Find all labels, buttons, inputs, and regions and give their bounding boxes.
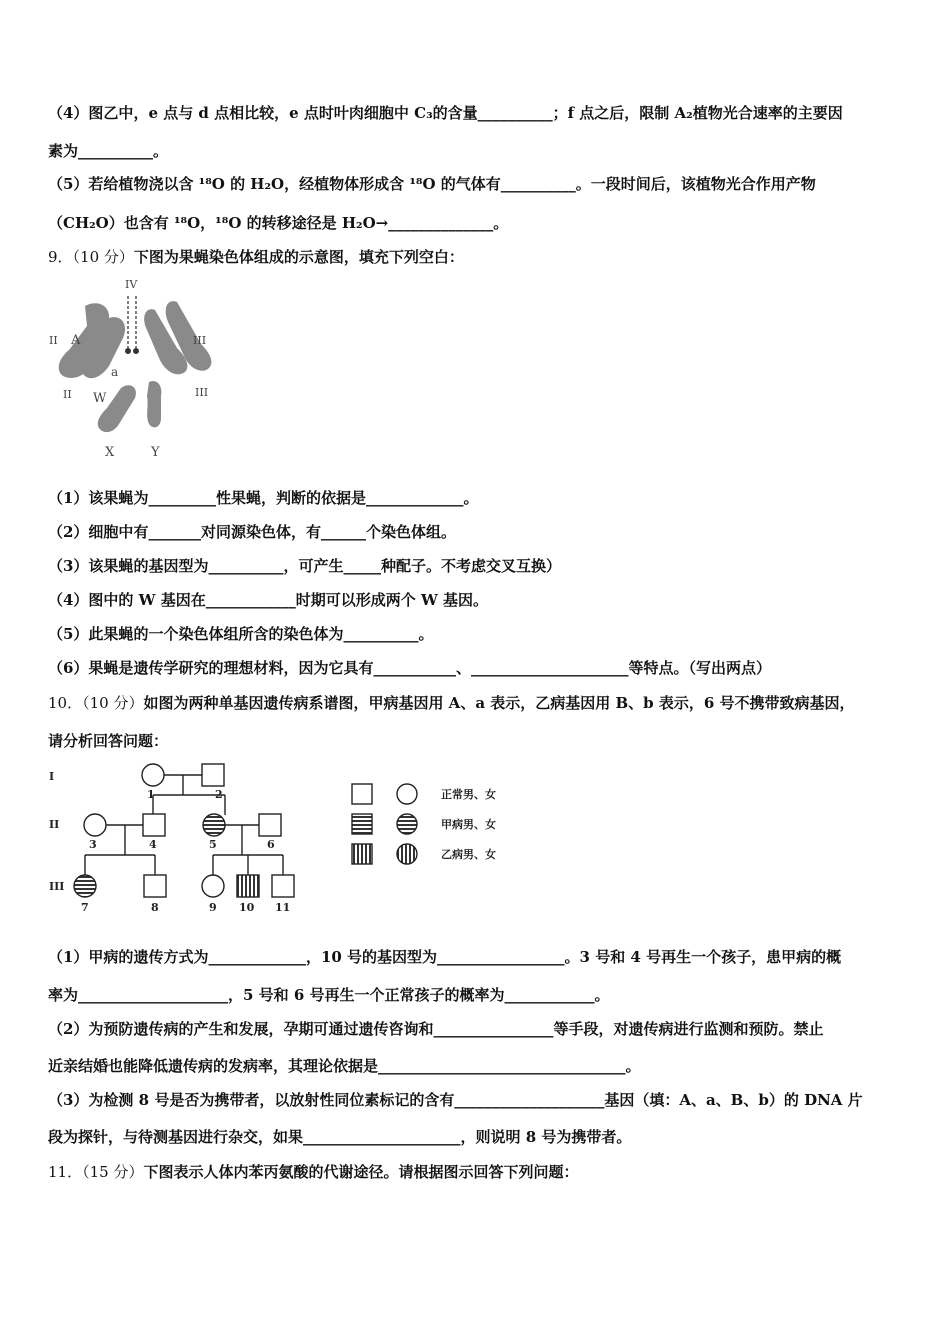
q11-stem-line: [48, 1161, 578, 1182]
q9-stem-line: [48, 246, 464, 267]
id-label-6: 6: [267, 838, 275, 851]
gen-label-iii: III: [49, 880, 65, 893]
individual-11: [272, 875, 294, 897]
label-x: X: [105, 445, 115, 460]
id-label-8: 8: [151, 901, 159, 914]
individual-10: [237, 875, 259, 897]
individual-2: [202, 764, 224, 786]
individual-4: [143, 814, 165, 836]
legend-normal: 正常男、女: [441, 788, 496, 801]
pedigree-chart: [45, 760, 515, 920]
q10-stem: 如图为两种单基因遗传病系谱图，甲病基因用 A、a 表示，乙病基因用 B、b 表示，6 号不携带致病基因，: [143, 694, 855, 712]
q8-part4-line1: （4）图乙中，e 点与 d 点相比较，e 点时叶肉细胞中 C₃的含量__________；f 点之后，限制 A₂植物光合速率的主要因: [48, 104, 843, 122]
q10-stem-line2: 请分析回答问题：: [48, 732, 169, 750]
q10-item-1-line1: （1）甲病的遗传方式为_____________，10 号的基因型为_________________。3 号和 4 号再生一个孩子，患甲病的概: [48, 948, 842, 966]
label-gene-W: W: [93, 391, 107, 406]
gen-label-ii: II: [49, 818, 60, 831]
chromosome-iv-dot-b: [133, 348, 139, 354]
q10-score: （10 分）: [82, 694, 144, 712]
label-gene-A: A: [71, 333, 81, 348]
id-label-4: 4: [149, 838, 157, 851]
q11-number: 11．: [48, 1163, 83, 1181]
chromosome-shapes: [59, 301, 212, 432]
q10-stem-line1: [48, 692, 855, 713]
id-label-1: 1: [147, 788, 155, 801]
gen-label-i: I: [49, 770, 55, 783]
q11-stem: 下图表示人体内苯丙氨酸的代谢途径。请根据图示回答下列问题：: [143, 1163, 579, 1181]
label-iii-right: III: [193, 334, 207, 347]
q9-stem: 下图为果蝇染色体组成的示意图，填充下列空白：: [133, 248, 464, 266]
q11-score: （15 分）: [82, 1163, 144, 1181]
chromosome-y: [147, 381, 161, 427]
drosophila-chromosome-figure: [45, 278, 225, 463]
q8-part5-line1: （5）若给植物浇以含 ¹⁸O 的 H₂O，经植物体形成含 ¹⁸O 的气体有__________。一段时间后，该植物光合作用产物: [48, 175, 816, 193]
q9-item-3: （3）该果蝇的基因型为__________，可产生_____种配子。不考虑交叉互换）: [48, 557, 561, 575]
q9-item-2: （2）细胞中有_______对同源染色体，有______个染色体组。: [48, 523, 456, 541]
label-iii-right-2: III: [195, 386, 209, 399]
q10-item-3-line1: （3）为检测 8 号是否为携带者，以放射性同位素标记的含有____________________基因（填：A、a、B、b）的 DNA 片: [48, 1091, 863, 1109]
q8-part4-line2: 素为__________。: [48, 142, 169, 160]
legend-disease-b: 乙病男、女: [441, 848, 496, 861]
q9-number: 9．: [48, 248, 73, 266]
individual-5: [203, 814, 225, 836]
individual-9: [202, 875, 224, 897]
id-label-9: 9: [209, 901, 217, 914]
individual-1: [142, 764, 164, 786]
label-ii-left-2: II: [63, 388, 72, 401]
q9-item-5: （5）此果蝇的一个染色体组所含的染色体为__________。: [48, 625, 434, 643]
id-label-5: 5: [209, 838, 217, 851]
q10-number: 10．: [48, 694, 83, 712]
label-iv: IV: [125, 278, 138, 291]
chromosome-iv-dot-a: [125, 348, 131, 354]
id-label-10: 10: [239, 901, 255, 914]
q10-item-1-line2: 率为____________________，5 号和 6 号再生一个正常孩子的概率为____________。: [48, 986, 610, 1004]
id-label-2: 2: [215, 788, 223, 801]
id-label-11: 11: [275, 901, 291, 914]
label-y: Y: [151, 445, 160, 460]
q10-item-3-line2: 段为探针，与待测基因进行杂交，如果_____________________，则说明 8 号为携带者。: [48, 1128, 632, 1146]
q9-score: （10 分）: [72, 248, 134, 266]
label-gene-a: a: [111, 365, 119, 379]
pedigree-legend: [352, 784, 417, 864]
q10-item-2-line1: （2）为预防遗传病的产生和发展，孕期可通过遗传咨询和________________等手段，对遗传病进行监测和预防。禁止: [48, 1020, 824, 1038]
q9-item-1: （1）该果蝇为_________性果蝇，判断的依据是_____________。: [48, 489, 479, 507]
individual-8: [144, 875, 166, 897]
q10-item-2-line2: 近亲结婚也能降低遗传病的发病率，其理论依据是_________________________________。: [48, 1057, 641, 1075]
id-label-3: 3: [89, 838, 97, 851]
id-label-7: 7: [81, 901, 89, 914]
q9-item-6: （6）果蝇是遗传学研究的理想材料，因为它具有___________、_____________________等特点。（写出两点）: [48, 659, 771, 677]
q8-part5-line2: （CH₂O）也含有 ¹⁸O，¹⁸O 的转移途径是 H₂O→______________。: [48, 214, 509, 232]
legend-disease-a: 甲病男、女: [441, 818, 496, 831]
individual-3: [84, 814, 106, 836]
individual-7: [74, 875, 96, 897]
label-ii-left: II: [49, 334, 58, 347]
q9-item-4: （4）图中的 W 基因在____________时期可以形成两个 W 基因。: [48, 591, 489, 609]
individual-6: [259, 814, 281, 836]
